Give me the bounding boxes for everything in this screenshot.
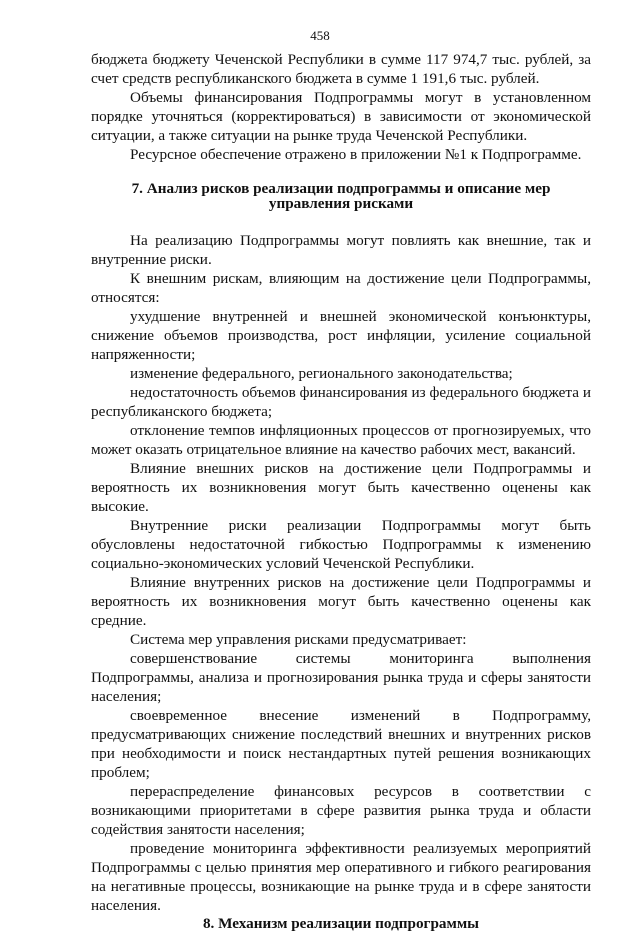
paragraph: Система мер управления рисками предусматривает:: [130, 631, 467, 648]
section-7-heading: 7. Анализ рисков реализации подпрограммы и описание мер управления рисками: [131, 180, 551, 212]
list-item: отклонение темпов инфляционных процессов от прогнозируемых, что может оказать отрицательное влияние на качество рабочих мест, вакансий.: [91, 422, 591, 458]
paragraph: Влияние внешних рисков на достижение цели Подпрограммы и вероятность их возникновения могут быть качественно оценены как высокие.: [91, 460, 591, 515]
paragraph: Ресурсное обеспечение отражено в приложении №1 к Подпрограмме.: [130, 146, 582, 163]
paragraph: Внутренние риски реализации Подпрограммы могут быть обусловлены недостаточной гибкостью Подпрограммы к изменению социально-экономических условий Чеченской Республики.: [91, 517, 591, 572]
page-number: 458: [310, 28, 330, 43]
list-item: ухудшение внутренней и внешней экономической конъюнктуры, снижение объемов производства, рост инфляции, усиление социальной напряженности;: [91, 308, 591, 363]
paragraph: К внешним рискам, влияющим на достижение цели Подпрограммы, относятся:: [91, 270, 591, 306]
list-item: совершенствование системы мониторинга выполнения Подпрограммы, анализа и прогнозирования рынка труда и сферы занятости населения;: [91, 650, 591, 705]
list-item: проведение мониторинга эффективности реализуемых мероприятий Подпрограммы с целью принятия мер оперативного и гибкого реагирования на негативные процессы, возникающие на рынке труда и в сфере занятости населения.: [91, 840, 591, 914]
list-item: перераспределение финансовых ресурсов в соответствии с возникающими приоритетами в сфере развития рынка труда и области содействия занятости населения;: [91, 783, 591, 838]
list-item: недостаточность объемов финансирования из федерального бюджета и республиканского бюджета;: [91, 384, 591, 420]
paragraph: Объемы финансирования Подпрограммы могут в установленном порядке уточняться (корректироваться) в зависимости от экономической ситуации, а также ситуации на рынке труда Чеченской Республики.: [91, 89, 591, 144]
section-8-heading: 8. Механизм реализации подпрограммы: [202, 915, 480, 932]
paragraph: бюджета бюджету Чеченской Республики в сумме 117 974,7 тыс. рублей, за счет средств республиканского бюджета в сумме 1 191,6 тыс. рублей.: [91, 51, 591, 87]
list-item: своевременное внесение изменений в Подпрограмму, предусматривающих снижение последствий внешних и внутренних рисков при необходимости и поиск нестандартных путей решения возникающих проблем;: [91, 707, 591, 781]
paragraph: Влияние внутренних рисков на достижение цели Подпрограммы и вероятность их возникновения могут быть качественно оценены как средние.: [91, 574, 591, 629]
paragraph: На реализацию Подпрограммы могут повлиять как внешние, так и внутренние риски.: [91, 232, 591, 268]
document-body: [91, 50, 591, 931]
list-item: изменение федерального, регионального законодательства;: [130, 365, 513, 382]
